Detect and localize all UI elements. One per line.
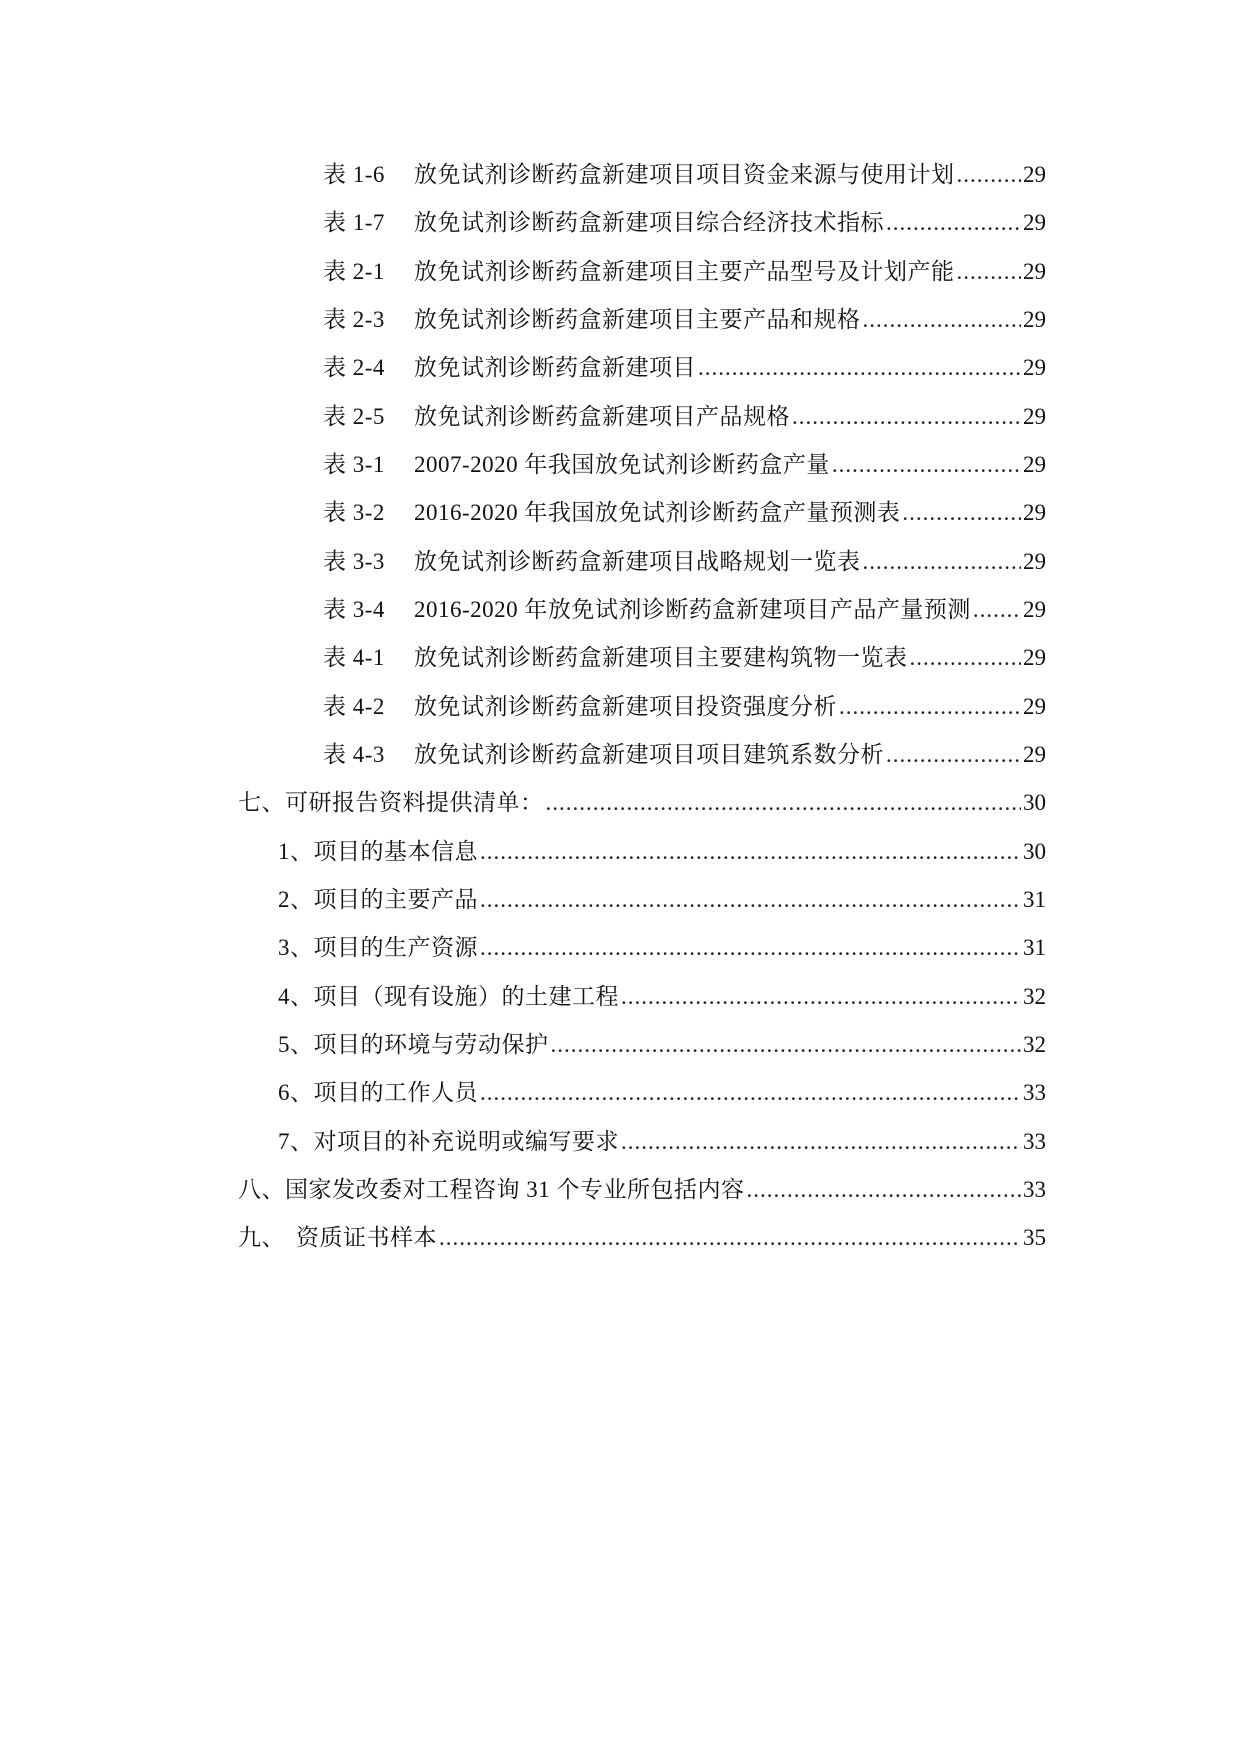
toc-page-number: 29 bbox=[1023, 645, 1046, 670]
toc-page-number: 29 bbox=[1023, 500, 1046, 525]
toc-entry-section-9[interactable] bbox=[238, 1218, 1046, 1258]
toc-page-number: 31 bbox=[1023, 935, 1046, 960]
toc-entry-title: 2007-2020 年我国放免试剂诊断药盒产量 bbox=[414, 452, 830, 477]
toc-entry-section-7-7[interactable] bbox=[278, 1122, 1046, 1162]
toc-entry-title: 放免试剂诊断药盒新建项目主要建构筑物一览表 bbox=[414, 645, 908, 670]
dot-leader bbox=[973, 590, 1021, 630]
toc-entry-label bbox=[323, 348, 696, 388]
toc-page-number: 33 bbox=[1023, 1080, 1046, 1105]
dot-leader bbox=[839, 687, 1021, 727]
dot-leader bbox=[698, 348, 1021, 388]
toc-entry-table-3-1[interactable] bbox=[323, 445, 1046, 485]
dot-leader bbox=[480, 832, 1021, 872]
toc-entry-prefix: 表 2-3 bbox=[323, 307, 385, 332]
toc-entry-label bbox=[323, 493, 900, 533]
toc-entry-table-2-4[interactable] bbox=[323, 348, 1046, 388]
toc-entry-section-8[interactable] bbox=[238, 1170, 1046, 1210]
toc-entry-prefix: 表 3-2 bbox=[323, 500, 385, 525]
toc-entry-label bbox=[238, 1218, 437, 1258]
dot-leader bbox=[863, 300, 1022, 340]
toc-page-number: 29 bbox=[1023, 452, 1046, 477]
toc-entry-section-7-3[interactable] bbox=[278, 928, 1046, 968]
toc-page-number: 29 bbox=[1023, 404, 1046, 429]
toc-entry-prefix: 表 2-4 bbox=[323, 355, 385, 380]
toc-entry-title: 2016-2020 年放免试剂诊断药盒新建项目产品产量预测 bbox=[414, 597, 971, 622]
toc-entry-prefix: 表 4-2 bbox=[323, 694, 385, 719]
dot-leader bbox=[439, 1218, 1021, 1258]
toc-entry-table-2-3[interactable] bbox=[323, 300, 1046, 340]
dot-leader bbox=[480, 928, 1021, 968]
dot-leader bbox=[621, 1122, 1021, 1162]
toc-entry-label bbox=[323, 445, 830, 485]
toc-entry-label bbox=[323, 300, 861, 340]
toc-page-number: 33 bbox=[1023, 1129, 1046, 1154]
dot-leader bbox=[902, 493, 1021, 533]
toc-entry-title: 放免试剂诊断药盒新建项目战略规划一览表 bbox=[414, 549, 861, 574]
toc-page-number: 33 bbox=[1023, 1177, 1046, 1202]
toc-entry-title: 5、项目的环境与劳动保护 bbox=[278, 1032, 549, 1057]
toc-entry-title: 1、项目的基本信息 bbox=[278, 839, 478, 864]
toc-entry-label bbox=[323, 155, 955, 195]
toc-page-number: 29 bbox=[1023, 549, 1046, 574]
toc-entry-title: 放免试剂诊断药盒新建项目投资强度分析 bbox=[414, 694, 837, 719]
toc-entry-title: 7、对项目的补充说明或编写要求 bbox=[278, 1129, 619, 1154]
toc-entry-title: 2016-2020 年我国放免试剂诊断药盒产量预测表 bbox=[414, 500, 901, 525]
toc-page-number: 29 bbox=[1023, 597, 1046, 622]
toc-page-number: 29 bbox=[1023, 162, 1046, 187]
toc-entry-label bbox=[323, 542, 861, 582]
toc-entry-table-4-1[interactable] bbox=[323, 638, 1046, 678]
toc-entry-label bbox=[323, 252, 955, 292]
toc-entry-table-3-4[interactable] bbox=[323, 590, 1046, 630]
toc-entry-label bbox=[323, 735, 884, 775]
toc-entry-prefix: 表 3-1 bbox=[323, 452, 385, 477]
toc-entry-title: 放免试剂诊断药盒新建项目项目资金来源与使用计划 bbox=[414, 162, 955, 187]
dot-leader bbox=[621, 977, 1021, 1017]
toc-entry-title: 放免试剂诊断药盒新建项目项目建筑系数分析 bbox=[414, 742, 884, 767]
toc-entry-title: 3、项目的生产资源 bbox=[278, 935, 478, 960]
toc-entry-section-7-1[interactable] bbox=[278, 832, 1046, 872]
toc-entry-table-2-1[interactable] bbox=[323, 252, 1046, 292]
toc-entry-title: 放免试剂诊断药盒新建项目 bbox=[414, 355, 696, 380]
toc-entry-table-3-3[interactable] bbox=[323, 542, 1046, 582]
toc-entry-section-7-6[interactable] bbox=[278, 1073, 1046, 1113]
toc-entry-prefix: 表 2-5 bbox=[323, 404, 385, 429]
toc-page-number: 29 bbox=[1023, 307, 1046, 332]
toc-entry-title: 放免试剂诊断药盒新建项目产品规格 bbox=[414, 404, 790, 429]
toc-page-number: 29 bbox=[1023, 210, 1046, 235]
toc-page-number: 29 bbox=[1023, 694, 1046, 719]
dot-leader bbox=[480, 880, 1021, 920]
toc-entry-label bbox=[323, 397, 790, 437]
dot-leader bbox=[551, 1025, 1022, 1065]
toc-entry-prefix: 表 4-1 bbox=[323, 645, 385, 670]
dot-leader bbox=[480, 1073, 1021, 1113]
dot-leader bbox=[792, 397, 1021, 437]
toc-page-number: 35 bbox=[1023, 1225, 1046, 1250]
toc-entry-title: 放免试剂诊断药盒新建项目综合经济技术指标 bbox=[414, 210, 884, 235]
dot-leader bbox=[910, 638, 1022, 678]
dot-leader bbox=[747, 1170, 1022, 1210]
toc-entry-prefix: 表 1-7 bbox=[323, 210, 385, 235]
toc-entry-title: 资质证书样本 bbox=[296, 1225, 437, 1250]
dot-leader bbox=[886, 735, 1021, 775]
toc-entry-title: 七、可研报告资料提供清单： bbox=[238, 790, 544, 815]
toc-entry-table-3-2[interactable] bbox=[323, 493, 1046, 533]
toc-entry-prefix: 表 3-4 bbox=[323, 597, 385, 622]
toc-entry-table-1-6[interactable] bbox=[323, 155, 1046, 195]
toc-entry-table-4-2[interactable] bbox=[323, 687, 1046, 727]
toc-entry-prefix: 表 2-1 bbox=[323, 259, 385, 284]
toc-entry-section-7-2[interactable] bbox=[278, 880, 1046, 920]
toc-page-number: 30 bbox=[1023, 839, 1046, 864]
dot-leader bbox=[957, 155, 1022, 195]
toc-entry-title: 2、项目的主要产品 bbox=[278, 887, 478, 912]
toc-entry-table-4-3[interactable] bbox=[323, 735, 1046, 775]
dot-leader bbox=[546, 783, 1022, 823]
toc-page-number: 29 bbox=[1023, 355, 1046, 380]
dot-leader bbox=[832, 445, 1021, 485]
toc-entry-label bbox=[323, 638, 908, 678]
toc-entry-prefix: 表 3-3 bbox=[323, 549, 385, 574]
toc-entry-table-2-5[interactable] bbox=[323, 397, 1046, 437]
toc-page-number: 32 bbox=[1023, 1032, 1046, 1057]
toc-entry-title: 4、项目（现有设施）的土建工程 bbox=[278, 984, 619, 1009]
toc-entry-section-7-4[interactable] bbox=[278, 977, 1046, 1017]
toc-entry-table-1-7[interactable] bbox=[323, 203, 1046, 243]
dot-leader bbox=[957, 252, 1022, 292]
toc-entry-prefix: 表 1-6 bbox=[323, 162, 385, 187]
toc-page-number: 29 bbox=[1023, 742, 1046, 767]
toc-entry-label bbox=[323, 687, 837, 727]
toc-entry-title: 放免试剂诊断药盒新建项目主要产品和规格 bbox=[414, 307, 861, 332]
toc-page-number: 29 bbox=[1023, 259, 1046, 284]
toc-entry-section-7[interactable] bbox=[238, 783, 1046, 823]
toc-entry-section-7-5[interactable] bbox=[278, 1025, 1046, 1065]
dot-leader bbox=[886, 203, 1021, 243]
toc-entry-title: 八、国家发改委对工程咨询 31 个专业所包括内容 bbox=[238, 1177, 745, 1202]
toc-entry-title: 6、项目的工作人员 bbox=[278, 1080, 478, 1105]
toc-entry-label bbox=[323, 203, 884, 243]
toc-page-number: 31 bbox=[1023, 887, 1046, 912]
toc-page-number: 32 bbox=[1023, 984, 1046, 1009]
toc-entry-label bbox=[323, 590, 971, 630]
toc-entry-title: 放免试剂诊断药盒新建项目主要产品型号及计划产能 bbox=[414, 259, 955, 284]
dot-leader bbox=[863, 542, 1022, 582]
toc-page-number: 30 bbox=[1023, 790, 1046, 815]
toc-entry-prefix: 表 4-3 bbox=[323, 742, 385, 767]
toc-entry-prefix: 九、 bbox=[238, 1225, 285, 1250]
